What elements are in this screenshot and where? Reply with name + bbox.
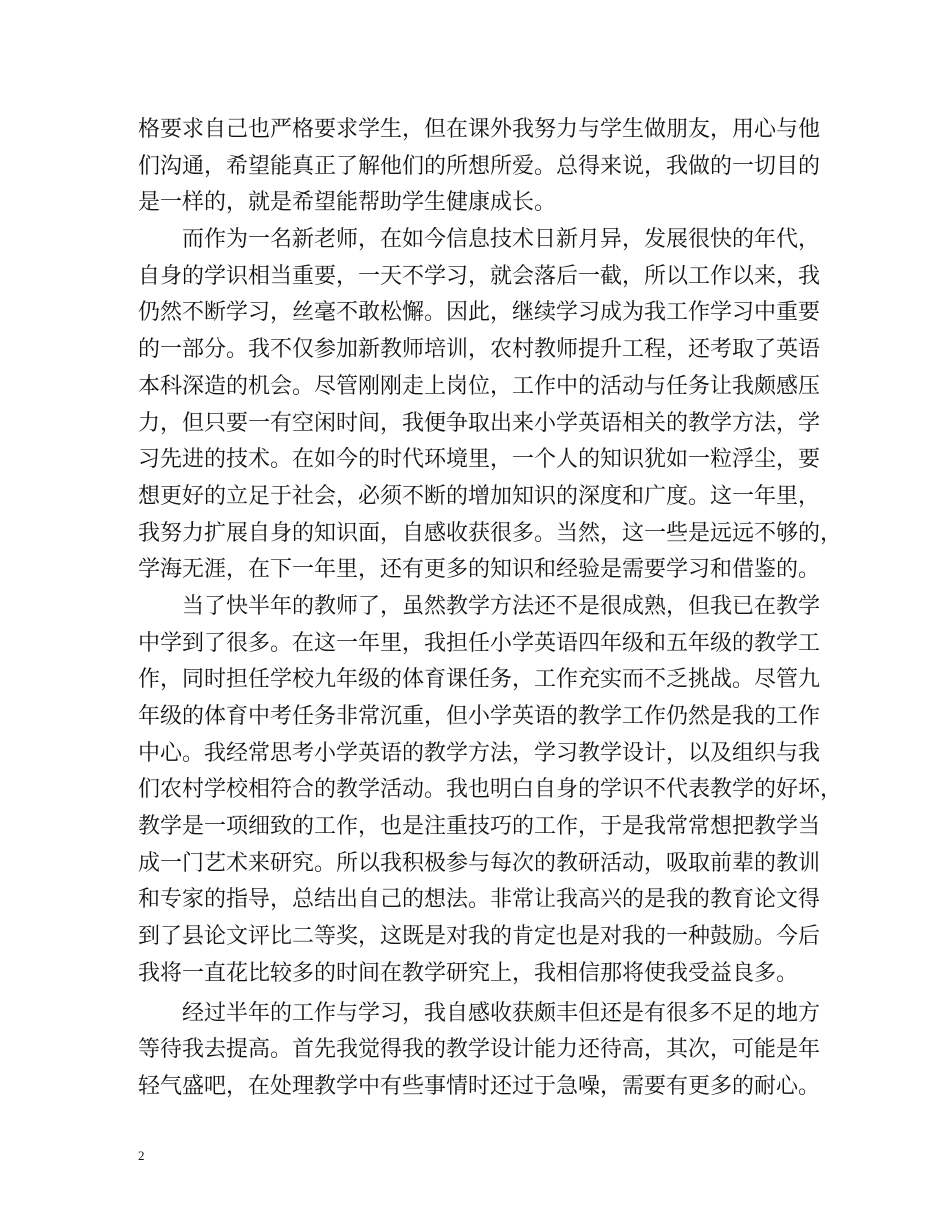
text-line: 我努力扩展自身的知识面，自感收获很多。当然，这一些是远远不够的， (138, 520, 843, 546)
text-line: 学海无涯，在下一年里，还有更多的知识和经验是需要学习和借鉴的。 (138, 557, 821, 583)
text-line: 本科深造的机会。尽管刚刚走上岗位，工作中的活动与任务让我颇感压 (138, 373, 821, 399)
text-line: 想更好的立足于社会，必须不断的增加知识的深度和广度。这一年里， (138, 483, 821, 509)
text-line: 中心。我经常思考小学英语的教学方法，学习教学设计，以及组织与我 (138, 740, 821, 766)
text-line: 和专家的指导，总结出自己的想法。非常让我高兴的是我的教育论文得 (138, 887, 821, 913)
paragraph-first-line: 当了快半年的教师了，虽然教学方法还不是很成熟，但我已在教学 (182, 593, 821, 619)
text-line: 的一部分。我不仅参加新教师培训，农村教师提升工程，还考取了英语 (138, 337, 821, 363)
text-line: 等待我去提高。首先我觉得我的教学设计能力还待高，其次，可能是年 (138, 1037, 821, 1063)
paragraph-first-line: 经过半年的工作与学习，我自感收获颇丰但还是有很多不足的地方 (182, 1000, 821, 1026)
paragraph-first-line: 而作为一名新老师，在如今信息技术日新月异，发展很快的年代， (182, 227, 821, 253)
text-line: 中学到了很多。在这一年里，我担任小学英语四年级和五年级的教学工 (138, 630, 821, 656)
body-text (138, 112, 843, 1106)
text-line: 年级的体育中考任务非常沉重，但小学英语的教学工作仍然是我的工作 (138, 704, 821, 729)
text-line: 们农村学校相符合的教学活动。我也明白自身的学识不代表教学的好坏， (138, 777, 843, 803)
text-line: 轻气盛吧，在处理教学中有些事情时还过于急噪，需要有更多的耐心。 (138, 1073, 821, 1099)
text-line: 仍然不断学习，丝毫不敢松懈。因此，继续学习成为我工作学习中重要 (138, 300, 821, 326)
text-line: 自身的学识相当重要，一天不学习，就会落后一截，所以工作以来，我 (138, 263, 821, 289)
text-line: 习先进的技术。在如今的时代环境里，一个人的知识犹如一粒浮尘，要 (138, 447, 821, 473)
text-line: 力，但只要一有空闲时间，我便争取出来小学英语相关的教学方法，学 (138, 410, 821, 436)
text-line: 成一门艺术来研究。所以我积极参与每次的教研活动，吸取前辈的教训 (138, 850, 821, 876)
text-line: 格要求自己也严格要求学生，但在课外我努力与学生做朋友，用心与他 (138, 117, 821, 142)
text-line: 我将一直花比较多的时间在教学研究上，我相信那将使我受益良多。 (138, 960, 799, 986)
text-line: 们沟通，希望能真正了解他们的所想所爱。总得来说，我做的一切目的 (138, 153, 821, 179)
page-number: 2 (138, 1148, 145, 1163)
text-line: 教学是一项细致的工作，也是注重技巧的工作，于是我常常想把教学当 (138, 814, 821, 840)
text-line: 是一样的，就是希望能帮助学生健康成长。 (138, 190, 557, 216)
text-line: 作，同时担任学校九年级的体育课任务，工作充实而不乏挑战。尽管九 (138, 667, 821, 693)
text-line: 到了县论文评比二等奖，这既是对我的肯定也是对我的一种鼓励。今后 (138, 924, 821, 950)
